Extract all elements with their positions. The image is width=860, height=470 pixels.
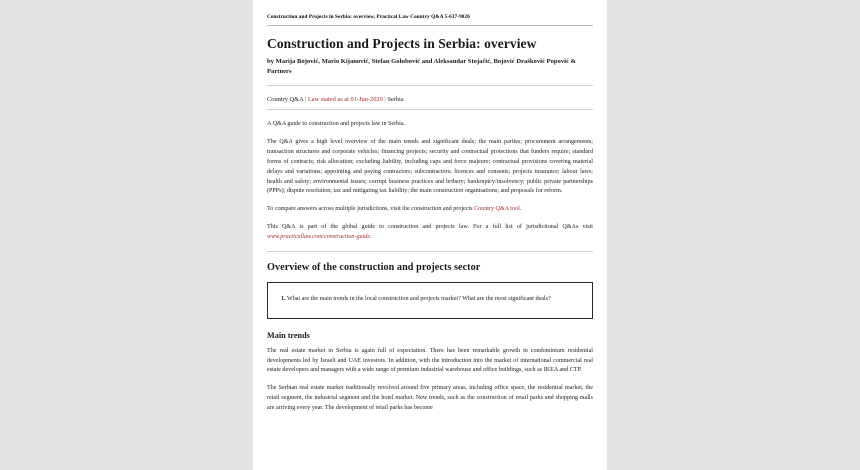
document-page [253,0,607,470]
subheading-main-trends: Main trends [267,330,310,340]
global-text-prefix: This Q&A is part of the global guide to construction and projects law. For a full list of jurisdictional Q&As visit [267,224,593,231]
construction-guide-link[interactable]: www.practicallaw.com/construction-guide [267,234,371,241]
country-qa-tool-link[interactable]: Country Q&A tool [474,206,520,213]
main-trends-paragraph-1: The real estate market in Serbia is again full of expectation. There has been remarkable growth in condominium residential developments led by Israeli and UAE investors. In addition, with the introduction into the market of international commercial real estate developers and managers with a wide range of premium industrial warehouse and office buildings, such as IKEA and CTP. [267,347,593,374]
global-text-suffix: . [370,234,372,241]
header-divider [267,25,593,26]
overview-paragraph: The Q&A gives a high level overview of the main trends and significant deals; the main parties; procurement arrangements; transaction structures and corporate vehicles; financing projects; security and contractual protections that funders require; standard forms of contracts; risk allocation; excluding liability, including caps and force majeure; contractual provisions covering material delays and variations; appointing and paying contractors; subcontractors; licences and consents; projects insurance; labour laws; health and safety; environmental issues; corrupt business practices and bribery; bankruptcy/insolvency; public private partnerships (PPPs); dispute resolution; tax and mitigating tax liability; the main construction organisations; and proposals for reform. [267,139,593,195]
compare-text-prefix: To compare answers across multiple jurisdictions, visit the construction and projects [267,206,475,213]
question-box [267,282,593,319]
page-title: Construction and Projects in Serbia: overview [267,35,537,51]
question-body: What are the main trends in the local construction and projects market? What are the most significant deals? [287,295,551,302]
meta-status-link[interactable]: Law stated as at 01-Jun-2020 [307,96,383,104]
running-header: Construction and Projects in Serbia: overview, Practical Law Country Q&A 5-637-9026 [267,14,470,20]
meta-divider-top [267,85,593,86]
compare-text-suffix: . [519,206,522,213]
intro-paragraph: A Q&A guide to construction and projects law in Serbia. [267,121,406,128]
meta-jurisdiction: Serbia [387,96,404,104]
meta-separator-1: | [305,96,307,104]
meta-divider-bottom [267,109,593,110]
main-trends-paragraph-2: The Serbian real estate market traditionally revolved around five primary areas, including office space, the residential market, the retail segment, the industrial segment and the hotel market. New trends, such as the construction of retail parks and shopping malls are arriving every year. The development of retail parks has become [267,385,593,412]
section-heading: Overview of the construction and projects sector [267,261,481,273]
document-meta [267,96,593,105]
meta-separator-2: | [384,96,386,104]
section-divider [267,251,593,252]
question-number: 1. [281,295,286,302]
author-byline: by Marija Bojović, Mario Kijanović, Stefan Golubović and Aleksandar Stojačić, Bojović Drašković Popović & Partners [267,58,577,75]
question-text [281,295,579,305]
meta-type: Country Q&A [267,96,304,104]
global-guide-paragraph [267,223,593,243]
compare-paragraph [267,205,593,215]
